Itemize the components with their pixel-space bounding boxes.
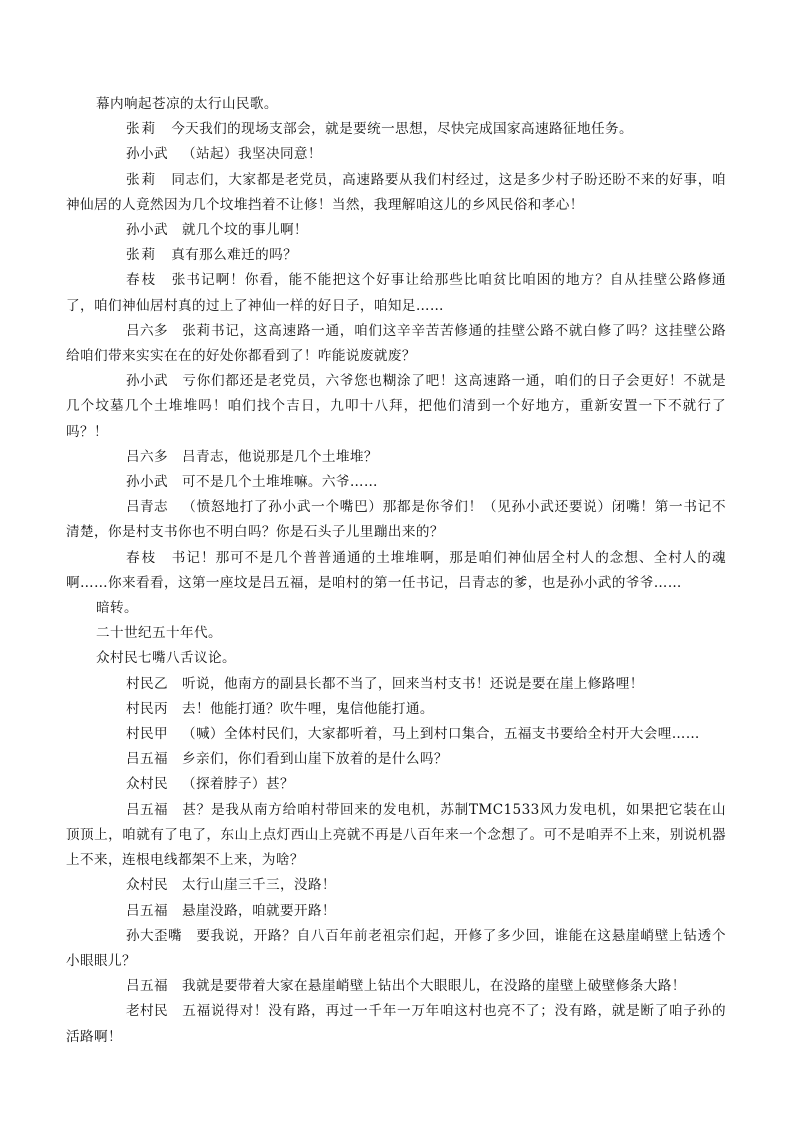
line-text: 亏你们都还是老党员，六爷您也糊涂了吧！这高速路一通，咱们的日子会更好！不就是几个坟墓几个土堆堆吗！咱们找个吉日，九叩十八拜，把他们清到一个好地方，重新安置一下不就行了吗？！ xyxy=(66,373,726,440)
speaker-name: 孙小武 xyxy=(126,373,168,390)
script-text xyxy=(66,92,726,1050)
dialogue-line xyxy=(66,546,726,596)
speaker-name: 孙大歪嘴 xyxy=(126,927,182,944)
line-text: 暗转。 xyxy=(96,600,138,617)
line-text: 同志们，大家都是老党员，高速路要从我们村经过，这是多少村子盼还盼不来的好事，咱神仙居的人竟然因为几个坟堆挡着不让修！当然，我理解咱这儿的乡风民俗和孝心！ xyxy=(66,171,726,213)
dialogue-line xyxy=(66,798,726,874)
speaker-name: 村民甲 xyxy=(126,726,168,743)
dialogue-line xyxy=(66,924,726,974)
line-text: 听说，他南方的副县长都不当了，回来当村支书！还说是要在崖上修路哩！ xyxy=(181,675,644,692)
dialogue-line xyxy=(66,999,726,1049)
speaker-name: 孙小武 xyxy=(126,146,168,163)
dialogue-line xyxy=(66,117,726,142)
line-text: 真有那么难迁的吗？ xyxy=(171,247,298,264)
line-text: 吕青志，他说那是几个土堆堆？ xyxy=(181,448,378,465)
line-text: （探着脖子）甚？ xyxy=(181,776,294,793)
stage-direction xyxy=(66,646,726,671)
speaker-name: 吕五福 xyxy=(126,751,168,768)
speaker-name: 张莉 xyxy=(126,121,158,138)
dialogue-line xyxy=(66,697,726,722)
line-text: 二十世纪五十年代。 xyxy=(96,625,222,642)
dialogue-line xyxy=(66,168,726,218)
speaker-name: 春枝 xyxy=(126,272,158,289)
dialogue-line xyxy=(66,142,726,167)
line-text: 书记！那可不是几个普普通通的土堆堆啊，那是咱们神仙居全村人的念想、全村人的魂啊……你来看看，这第一座坟是吕五福，是咱村的第一任书记，吕青志的爹，也是孙小武的爷爷…… xyxy=(66,549,726,591)
stage-direction xyxy=(66,621,726,646)
speaker-name: 老村民 xyxy=(126,1003,168,1020)
dialogue-line xyxy=(66,672,726,697)
dialogue-line xyxy=(66,974,726,999)
dialogue-line xyxy=(66,722,726,747)
dialogue-line xyxy=(66,369,726,445)
line-text: 去！他能打通？吹牛哩，鬼信他能打通。 xyxy=(181,700,434,717)
speaker-name: 吕五福 xyxy=(126,978,168,995)
line-text: 乡亲们，你们看到山崖下放着的是什么吗？ xyxy=(181,751,448,768)
speaker-name: 吕五福 xyxy=(126,902,168,919)
line-text: 可不是几个土堆堆嘛。六爷…… xyxy=(181,474,378,491)
speaker-name: 吕六多 xyxy=(126,322,168,339)
line-text: 悬崖没路，咱就要开路！ xyxy=(181,902,336,919)
line-text: 幕内响起苍凉的太行山民歌。 xyxy=(96,96,278,112)
dialogue-line xyxy=(66,899,726,924)
speaker-name: 张莉 xyxy=(126,247,158,264)
line-text: 众村民七嘴八舌议论。 xyxy=(96,650,236,667)
speaker-name: 吕五福 xyxy=(126,801,168,818)
dialogue-line xyxy=(66,772,726,797)
line-text: 甚？是我从南方给咱村带回来的发电机，苏制TMC1533风力发电机，如果把它装在山顶顶上，咱就有了电了，东山上点灯西山上亮就不再是八百年来一个念想了。可不是咱弄不上来，别说机器上不来，连根电线都架不上来，为啥？ xyxy=(66,801,726,869)
line-text: （喊）全体村民们，大家都听着，马上到村口集合，五福支书要给全村开大会哩…… xyxy=(181,726,700,743)
line-text: 就几个坟的事儿啊！ xyxy=(181,222,308,239)
speaker-name: 众村民 xyxy=(126,776,168,793)
dialogue-line xyxy=(66,319,726,369)
speaker-name: 众村民 xyxy=(126,877,168,894)
dialogue-line xyxy=(66,445,726,470)
stage-direction xyxy=(66,92,726,117)
line-text: （站起）我坚决同意！ xyxy=(181,146,322,163)
line-text: 五福说得对！没有路，再过一千年一万年咱这村也亮不了；没有路，就是断了咱子孙的活路啊！ xyxy=(66,1003,726,1045)
speaker-name: 张莉 xyxy=(126,171,158,188)
dialogue-line xyxy=(66,243,726,268)
speaker-name: 村民丙 xyxy=(126,700,168,717)
speaker-name: 孙小武 xyxy=(126,222,168,239)
line-text: 太行山崖三千三，没路！ xyxy=(181,877,336,894)
speaker-name: 孙小武 xyxy=(126,474,168,491)
line-text: 张书记啊！你看，能不能把这个好事让给那些比咱贫比咱困的地方？自从挂壁公路修通了，咱们神仙居村真的过上了神仙一样的好日子，咱知足…… xyxy=(66,272,726,314)
line-text: 要我说，开路？自八百年前老祖宗们起，开修了多少回，谁能在这悬崖峭壁上钻透个小眼眼儿？ xyxy=(66,927,726,969)
line-text: 张莉书记，这高速路一通，咱们这辛辛苦苦修通的挂壁公路不就白修了吗？这挂壁公路给咱们带来实实在在的好处你都看到了！咋能说废就废？ xyxy=(66,322,726,365)
dialogue-line xyxy=(66,218,726,243)
dialogue-line xyxy=(66,470,726,495)
line-text: （愤怒地打了孙小武一个嘴巴）那都是你爷们！（见孙小武还要说）闭嘴！第一书记不清楚，你是村支书你也不明白吗？你是石头子儿里蹦出来的？ xyxy=(66,499,726,541)
speaker-name: 吕青志 xyxy=(126,499,168,516)
speaker-name: 吕六多 xyxy=(126,448,168,465)
dialogue-line xyxy=(66,747,726,772)
dialogue-line xyxy=(66,495,726,545)
dialogue-line xyxy=(66,873,726,898)
dialogue-line xyxy=(66,268,726,318)
line-text: 我就是要带着大家在悬崖峭壁上钻出个大眼眼儿，在没路的崖壁上破壁修条大路！ xyxy=(181,978,686,995)
stage-direction xyxy=(66,596,726,621)
speaker-name: 春枝 xyxy=(126,549,158,566)
line-text: 今天我们的现场支部会，就是要统一思想，尽快完成国家高速路征地任务。 xyxy=(171,121,633,138)
speaker-name: 村民乙 xyxy=(126,675,168,692)
